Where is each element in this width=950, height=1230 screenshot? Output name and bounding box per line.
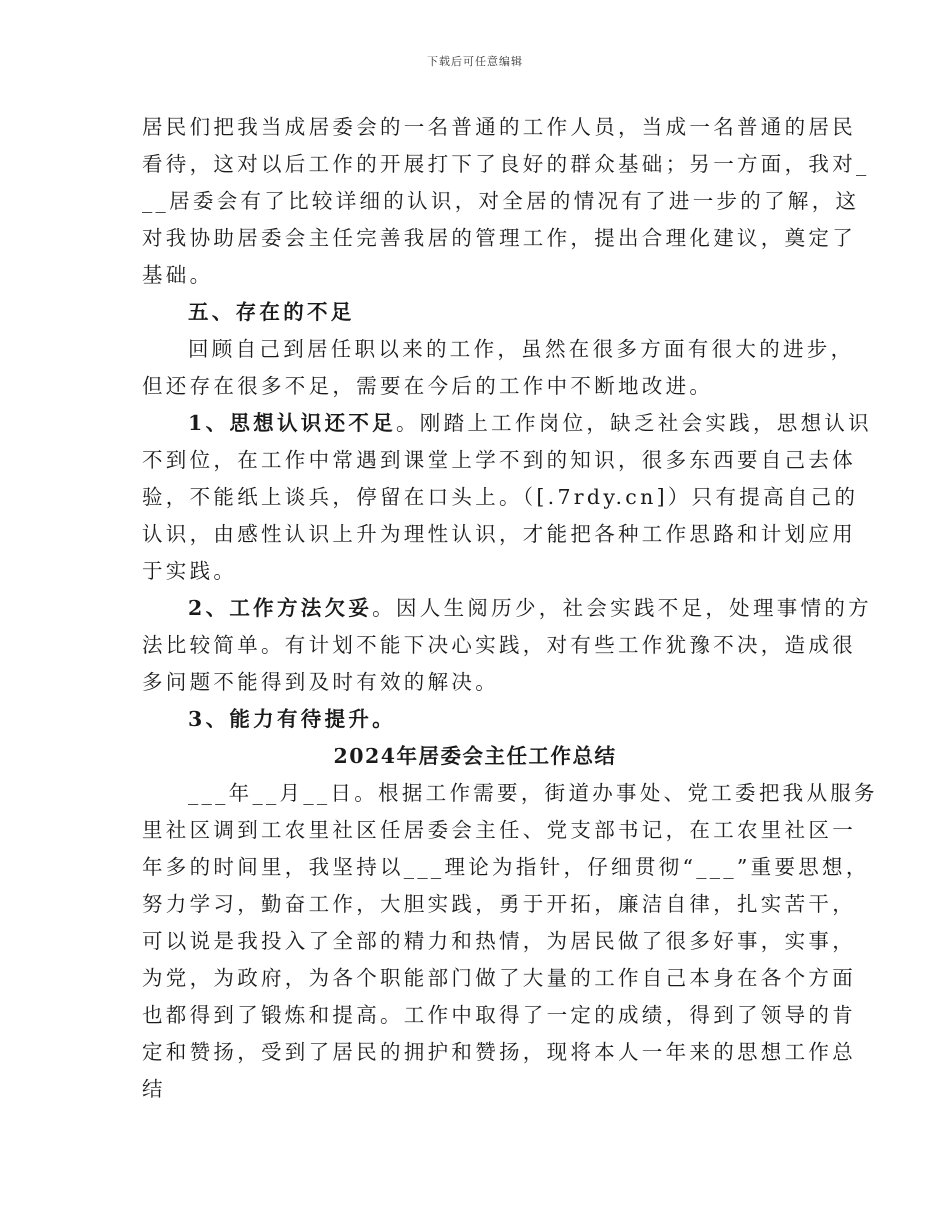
paragraph-line: 居民们把我当成居委会的一名普通的工作人员，当成一名普通的居民 — [142, 115, 856, 139]
list-item-title: 1、思想认识还不足 — [188, 411, 396, 435]
paragraph-line: 努力学习，勤奋工作，大胆实践，勇于开拓，廉洁自律，扎实苦干， — [142, 892, 856, 916]
paragraph-line: 对我协助居委会主任完善我居的管理工作，提出合理化建议，奠定了 — [142, 226, 856, 250]
list-item-title: 2、工作方法欠妥 — [188, 596, 373, 620]
paragraph-line: 可以说是我投入了全部的精力和热情，为居民做了很多好事，实事， — [142, 929, 856, 953]
document-title: 2024年居委会主任工作总结 — [333, 744, 617, 768]
paragraph-line: ___年__月__日。根据工作需要，街道办事处、党工委把我从服务 — [188, 781, 878, 805]
paragraph-line: 基础。 — [142, 263, 214, 287]
list-item-text: 。因人生阅历少，社会实践不足，处理事情的方 — [372, 596, 872, 620]
paragraph-line: 回顾自己到居任职以来的工作，虽然在很多方面有很大的进步， — [188, 337, 855, 361]
paragraph-line: 年多的时间里，我坚持以___理论为指针，仔细贯彻“___”重要思想， — [142, 855, 870, 879]
paragraph-line: 多问题不能得到及时有效的解决。 — [142, 670, 499, 694]
list-item-1 — [0, 408, 950, 438]
paragraph-line: 也都得到了锻炼和提高。工作中取得了一定的成绩，得到了领导的肯 — [142, 1003, 856, 1027]
section-heading: 五、存在的不足 — [188, 300, 355, 324]
paragraph-line: 认识，由感性认识上升为理性认识，才能把各种工作思路和计划应用 — [142, 522, 856, 546]
list-item-2 — [0, 593, 950, 623]
paragraph-line: 看待，这对以后工作的开展打下了良好的群众基础；另一方面，我对_ — [142, 152, 870, 176]
paragraph-line: 为党，为政府，为各个职能部门做了大量的工作自己本身在各个方面 — [142, 966, 856, 990]
page-header: 下载后可任意编辑 — [427, 55, 523, 68]
list-item-3: 3、能力有待提升。 — [188, 707, 396, 731]
paragraph-line: __居委会有了比较详细的认识，对全居的情况有了进一步的了解，这 — [142, 189, 860, 213]
paragraph-line: 于实践。 — [142, 559, 238, 583]
paragraph-line: 但还存在很多不足，需要在今后的工作中不断地改进。 — [142, 374, 714, 398]
paragraph-line: 验，不能纸上谈兵，停留在口头上。（[.7rdy.cn]）只有提高自己的 — [142, 485, 859, 509]
list-item-text: 。刚踏上工作岗位，缺乏社会实践，思想认识 — [395, 411, 872, 435]
paragraph-line: 定和赞扬，受到了居民的拥护和赞扬，现将本人一年来的思想工作总 — [142, 1040, 856, 1064]
paragraph-line: 不到位，在工作中常遇到课堂上学不到的知识，很多东西要自己去体 — [142, 448, 856, 472]
paragraph-line: 结 — [142, 1077, 166, 1101]
paragraph-line: 法比较简单。有计划不能下决心实践，对有些工作犹豫不决，造成很 — [142, 633, 856, 657]
paragraph-line: 里社区调到工农里社区任居委会主任、党支部书记，在工农里社区一 — [142, 818, 856, 842]
